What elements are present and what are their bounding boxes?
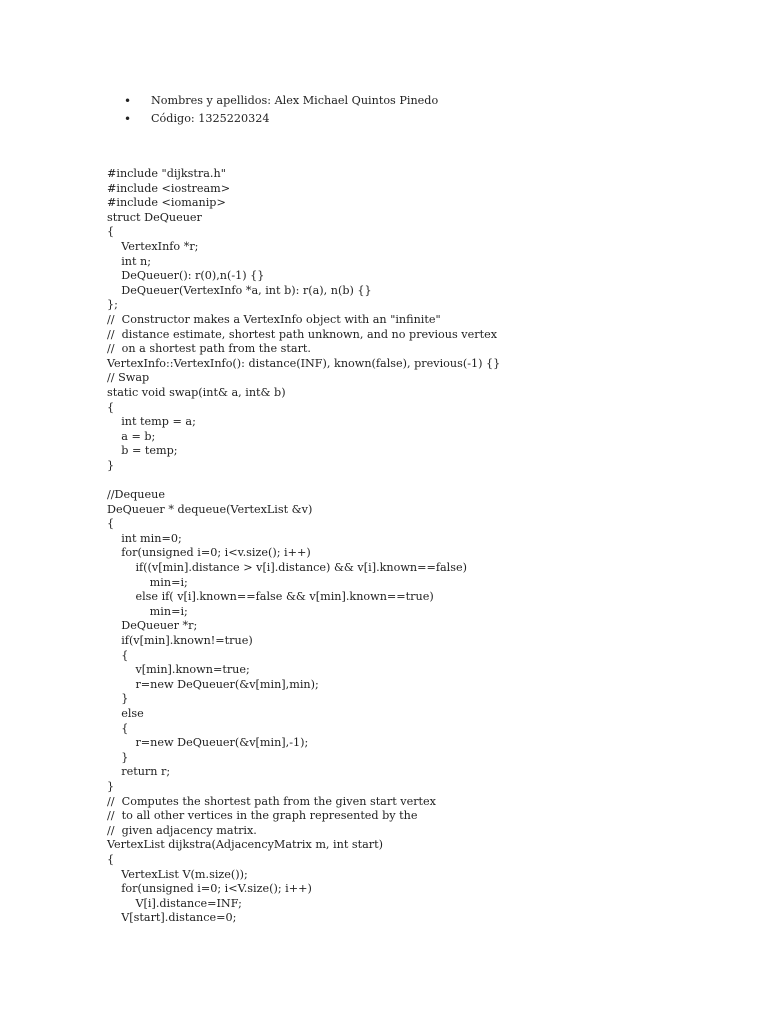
code-line: };	[107, 298, 118, 312]
list-item	[124, 110, 270, 128]
code-line: min=i;	[107, 575, 188, 589]
code-line: VertexInfo *r;	[107, 239, 199, 253]
code-line: if((v[min].distance > v[i].distance) && v[i].known==false)	[107, 561, 467, 575]
code-line: VertexList V(m.size());	[107, 867, 248, 881]
code-line: {	[107, 648, 129, 662]
code-line: // Constructor makes a VertexInfo object with an "infinite"	[107, 312, 441, 326]
code-line: }	[107, 779, 115, 793]
code-line: }	[107, 692, 129, 706]
code-line: V[i].distance=INF;	[107, 896, 242, 910]
code-line: for(unsigned i=0; i<V.size(); i++)	[107, 882, 312, 896]
code-line: // to all other vertices in the graph represented by the	[107, 809, 418, 823]
student-info-list	[124, 92, 439, 128]
code-line: a = b;	[107, 429, 156, 443]
student-name: Nombres y apellidos: Alex Michael Quintos Pinedo	[151, 94, 439, 107]
bullet-icon: •	[124, 94, 132, 108]
code-line: v[min].known=true;	[107, 663, 250, 677]
code-line: {	[107, 517, 115, 531]
code-line: struct DeQueuer	[107, 210, 202, 224]
code-line: #include <iomanip>	[107, 196, 226, 210]
student-code: Código: 1325220324	[151, 112, 270, 125]
code-block	[107, 167, 500, 926]
list-item	[124, 92, 439, 110]
code-line: }	[107, 458, 115, 472]
code-line: int n;	[107, 254, 152, 268]
code-line: b = temp;	[107, 444, 178, 458]
code-line: for(unsigned i=0; i<v.size(); i++)	[107, 546, 311, 560]
code-line: {	[107, 225, 115, 239]
code-line: r=new DeQueuer(&v[min],min);	[107, 677, 319, 691]
code-line: }	[107, 750, 129, 764]
code-line: // distance estimate, shortest path unknown, and no previous vertex	[107, 327, 498, 341]
code-line: // on a shortest path from the start.	[107, 342, 311, 356]
code-line: DeQueuer(): r(0),n(-1) {}	[107, 269, 265, 283]
code-line: VertexList dijkstra(AdjacencyMatrix m, int start)	[107, 838, 383, 852]
code-line: if(v[min].known!=true)	[107, 634, 253, 647]
code-line: static void swap(int& a, int& b)	[107, 385, 286, 399]
code-line: DeQueuer(VertexInfo *a, int b): r(a), n(b) {}	[107, 283, 372, 297]
code-line: int min=0;	[107, 531, 182, 545]
code-line	[107, 473, 500, 488]
bullet-icon: •	[124, 112, 132, 126]
code-line: int temp = a;	[107, 415, 196, 429]
code-line: return r;	[107, 765, 171, 779]
code-line: // Computes the shortest path from the given start vertex	[107, 794, 436, 808]
code-line: {	[107, 400, 115, 414]
code-line: #include "dijkstra.h"	[107, 167, 226, 180]
code-line: V[start].distance=0;	[107, 911, 237, 925]
code-line: min=i;	[107, 604, 188, 618]
code-line: //Dequeue	[107, 488, 165, 502]
code-line: {	[107, 852, 115, 866]
code-line: // given adjacency matrix.	[107, 823, 257, 837]
code-line: DeQueuer *r;	[107, 619, 198, 633]
code-line: else if( v[i].known==false && v[min].known==true)	[107, 590, 434, 604]
code-line: {	[107, 721, 129, 735]
code-line: DeQueuer * dequeue(VertexList &v)	[107, 502, 313, 516]
code-line: #include <iostream>	[107, 181, 231, 195]
code-line: else	[107, 706, 144, 720]
code-line: VertexInfo::VertexInfo(): distance(INF), known(false), previous(-1) {}	[107, 356, 501, 370]
code-line: // Swap	[107, 371, 150, 385]
code-line: r=new DeQueuer(&v[min],-1);	[107, 736, 309, 750]
